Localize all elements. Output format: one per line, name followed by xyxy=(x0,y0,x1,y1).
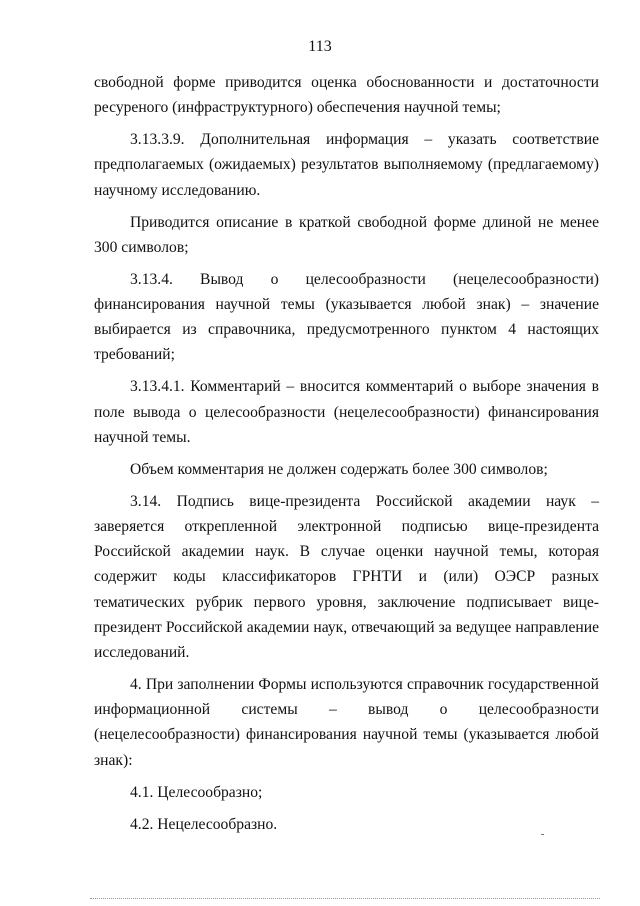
paragraph-3-14: 3.14. Подпись вице-президента Российской академии наук – заверяется открепленной электронной подписью вице-президента Российской академии наук. В случае оценки научной темы, которая содержит коды классификаторов ГРНТИ и (или) ОЭСР разных тематических рубрик первого уровня, заключение подписывает вице-президент Российской академии наук, отвечающий за ведущее направление исследований. xyxy=(94,492,599,662)
paragraph-4: 4. При заполнении Формы используются справочник государственной информационной системы – вывод о целесообразности (нецелесообразности) финансирования научной темы (указывается любой знак): xyxy=(94,676,599,769)
paragraph-comment-length: Объем комментария не должен содержать более 300 символов; xyxy=(130,460,548,478)
paragraph-4-2: 4.2. Нецелесообразно. xyxy=(130,815,278,833)
scan-bottom-edge xyxy=(90,898,600,899)
paragraph-resource-assessment: свободной форме приводится оценка обоснованности и достаточности ресуреного (инфраструктурного) обеспечения научной темы; xyxy=(94,74,599,117)
scan-artifact-mark xyxy=(541,834,544,835)
paragraph-3-13-4-1: 3.13.4.1. Комментарий – вносится комментарий о выборе значения в поле вывода о целесообразности (нецелесообразности) финансирования научной темы. xyxy=(94,378,599,446)
paragraph-description-length: Приводится описание в краткой свободной форме длиной не менее 300 символов; xyxy=(94,213,599,256)
paragraph-4-1: 4.1. Целесообразно; xyxy=(130,783,263,801)
paragraph-3-13-3-9: 3.13.3.9. Дополнительная информация – указать соответствие предполагаемых (ожидаемых) результатов выполняемому (предлагаемому) научному исследованию. xyxy=(94,131,599,199)
page-number: 113 xyxy=(308,38,332,55)
paragraph-3-13-4: 3.13.4. Вывод о целесообразности (нецелесообразности) финансирования научной темы (указывается любой знак) – значение выбирается из справочника, предусмотренного пунктом 4 настоящих требований; xyxy=(94,270,599,364)
document-body xyxy=(94,70,599,844)
